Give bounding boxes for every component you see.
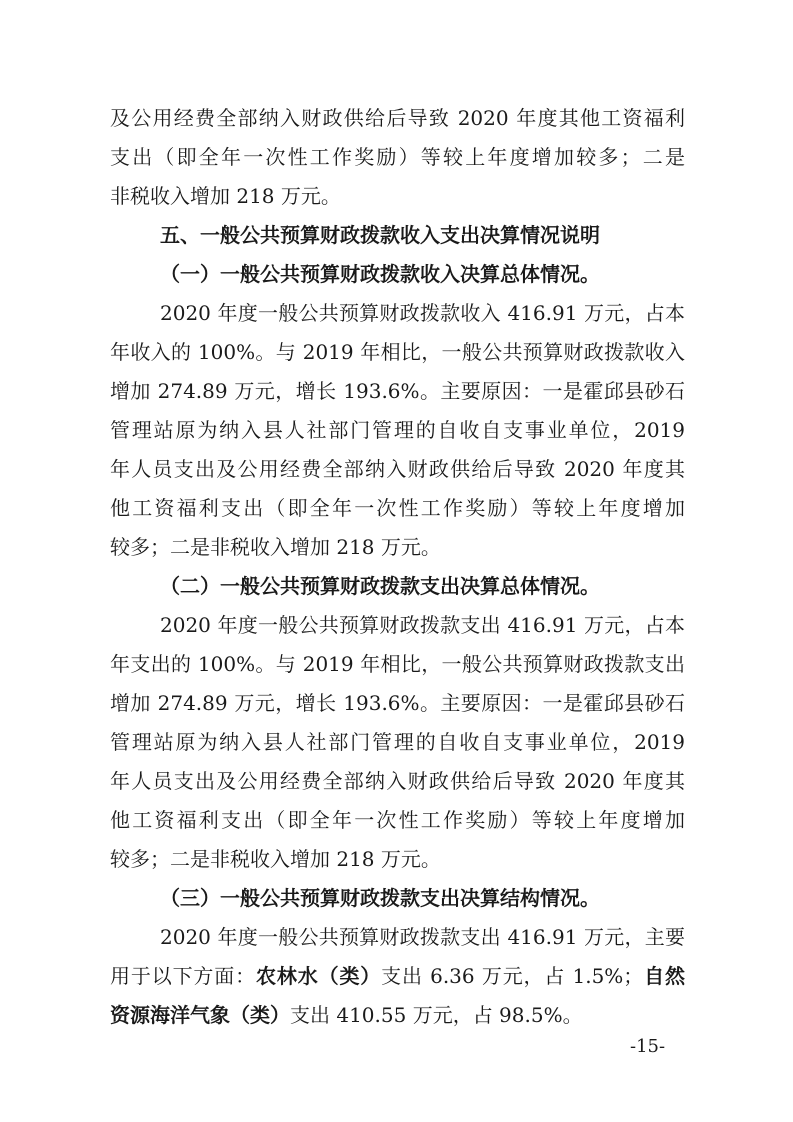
continuation-line-2: 支出（即全年一次性工作奖励）等较上年度增加较多；二是 [110, 145, 685, 169]
part3-heading: （三）一般公共预算财政拨款支出决算结构情况。 [160, 886, 600, 910]
continuation-line-3: 非税收入增加 218 万元。 [110, 184, 341, 208]
part1-heading: （一）一般公共预算财政拨款收入决算总体情况。 [160, 262, 600, 286]
part1-line-6: 他工资福利支出（即全年一次性工作奖励）等较上年度增加 [110, 496, 685, 520]
page-number: -15- [630, 1036, 666, 1057]
section-heading: 五、一般公共预算财政拨款收入支出决算情况说明 [160, 223, 600, 247]
part3-line-1: 2020 年度一般公共预算财政拨款支出 416.91 万元，主要 [160, 925, 685, 949]
part2-line-6: 他工资福利支出（即全年一次性工作奖励）等较上年度增加 [110, 808, 685, 832]
part1-line-7: 较多；二是非税收入增加 218 万元。 [110, 535, 441, 559]
part2-heading: （二）一般公共预算财政拨款支出决算总体情况。 [160, 574, 600, 598]
part1-line-3: 增加 274.89 万元，增长 193.6%。主要原因：一是霍邱县砂石 [110, 379, 685, 403]
part2-line-1: 2020 年度一般公共预算财政拨款支出 416.91 万元，占本 [160, 613, 685, 637]
part3-line-2 [110, 964, 685, 988]
category-natural-resources-start: 自然 [643, 964, 685, 988]
part1-line-4: 管理站原为纳入县人社部门管理的自收自支事业单位，2019 [110, 418, 685, 442]
part2-line-3: 增加 274.89 万元，增长 193.6%。主要原因：一是霍邱县砂石 [110, 691, 685, 715]
part3-line2-middle: 支出 6.36 万元，占 1.5%； [381, 964, 644, 988]
part2-line-4: 管理站原为纳入县人社部门管理的自收自支事业单位，2019 [110, 730, 685, 754]
part1-line-2: 年收入的 100%。与 2019 年相比，一般公共预算财政拨款收入 [110, 340, 685, 364]
category-natural-resources-end: 资源海洋气象（类） [110, 1003, 290, 1027]
part3-line2-prefix: 用于以下方面： [110, 964, 257, 988]
continuation-line-1: 及公用经费全部纳入财政供给后导致 2020 年度其他工资福利 [110, 106, 685, 130]
part1-line-5: 年人员支出及公用经费全部纳入财政供给后导致 2020 年度其 [110, 457, 685, 481]
part2-line-5: 年人员支出及公用经费全部纳入财政供给后导致 2020 年度其 [110, 769, 685, 793]
part1-line-1: 2020 年度一般公共预算财政拨款收入 416.91 万元，占本 [160, 301, 685, 325]
category-agriculture: 农林水（类） [256, 964, 382, 988]
part2-line-7: 较多；二是非税收入增加 218 万元。 [110, 847, 441, 871]
part3-line3-rest: 支出 410.55 万元，占 98.5%。 [290, 1003, 583, 1027]
part2-line-2: 年支出的 100%。与 2019 年相比，一般公共预算财政拨款支出 [110, 652, 685, 676]
part3-line-3 [110, 1003, 685, 1027]
